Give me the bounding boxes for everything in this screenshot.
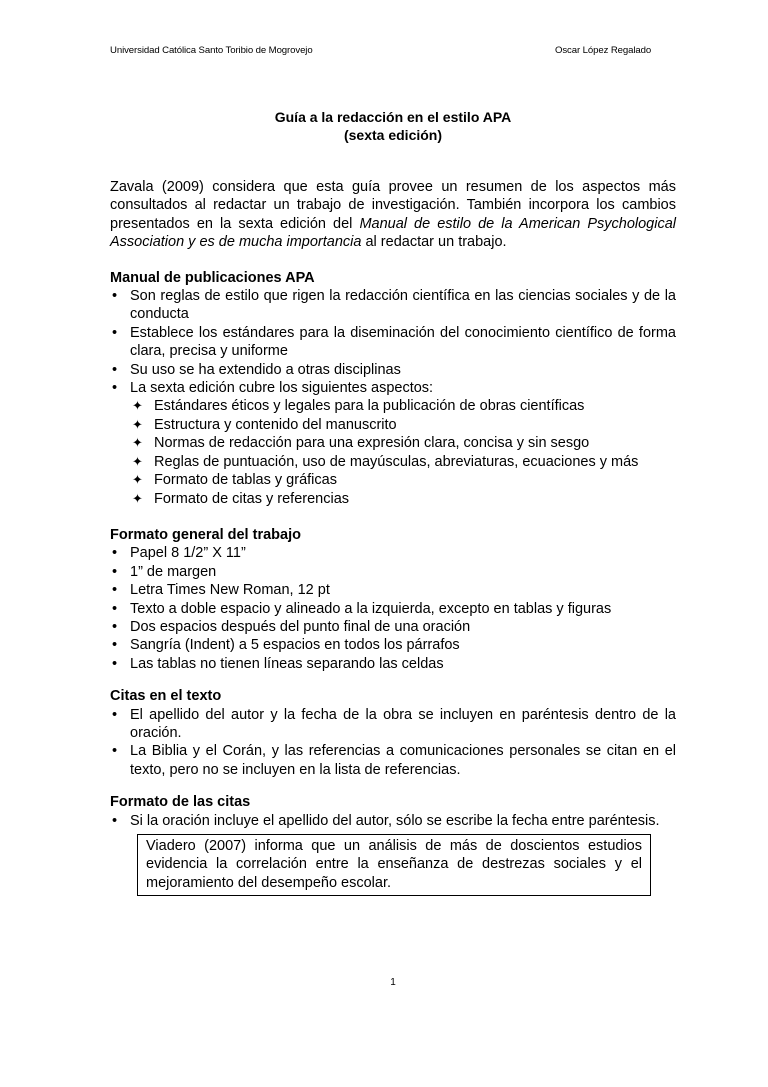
sublist-item: ✦ Estructura y contenido del manuscrito — [132, 416, 397, 433]
header-institution: Universidad Católica Santo Toribio de Mogrovejo — [110, 45, 313, 56]
list-item: • Son reglas de estilo que rigen la redacción científica en las ciencias sociales y de la conducta — [110, 287, 676, 324]
citas-list — [110, 706, 676, 780]
sublist-item: ✦ Estándares éticos y legales para la publicación de obras científicas — [132, 398, 585, 415]
intro-italic: Manual de estilo de la American Psychological Association y es de mucha importancia — [110, 215, 676, 251]
list-item: • Letra Times New Roman, 12 pt — [110, 581, 676, 599]
star-bullet-icon: ✦ — [132, 416, 143, 432]
list-item: • La Biblia y el Corán, y las referencias a comunicaciones personales se citan en el texto, pero no se incluyen en la lista de referencias. — [110, 742, 676, 779]
list-item: • Dos espacios después del punto final de una oración — [110, 618, 676, 636]
sublist-item: ✦ Reglas de puntuación, uso de mayúsculas, abreviaturas, ecuaciones y más — [132, 453, 639, 470]
page-number: 1 — [390, 977, 396, 988]
formato-list — [110, 544, 676, 673]
aspects-sublist — [130, 397, 676, 507]
list-item — [110, 379, 676, 508]
section-heading-formato-citas: Formato de las citas — [110, 794, 251, 811]
list-item: • Papel 8 1/2” X 11” — [110, 544, 676, 562]
star-bullet-icon: ✦ — [132, 398, 143, 414]
list-item-text: La sexta edición cubre los siguientes aspectos: — [130, 380, 434, 397]
list-item: • Texto a doble espacio y alineado a la izquierda, excepto en tablas y figuras — [110, 600, 676, 618]
list-item: • Sangría (Indent) a 5 espacios en todos los párrafos — [110, 636, 676, 654]
list-item: • Si la oración incluye el apellido del autor, sólo se escribe la fecha entre paréntesis. — [110, 812, 676, 830]
intro-text-1: Zavala (2009) considera que esta guía provee un resumen de los aspectos más consultados al redactar un trabajo de investigación. También incorpora los cambios presentados en la sexta edición del — [110, 179, 676, 232]
section-heading-citas: Citas en el texto — [110, 688, 222, 705]
star-bullet-icon: ✦ — [132, 472, 143, 488]
star-bullet-icon: ✦ — [132, 435, 143, 451]
star-bullet-icon: ✦ — [132, 453, 143, 469]
section-heading-formato: Formato general del trabajo — [110, 526, 301, 543]
example-quote-box: Viadero (2007) informa que un análisis de más de doscientos estudios evidencia la correlación entre la enseñanza de destrezas sociales y el mejoramiento del desempeño escolar. — [137, 834, 651, 896]
list-item: • El apellido del autor y la fecha de la obra se incluyen en paréntesis dentro de la oración. — [110, 706, 676, 743]
star-bullet-icon: ✦ — [132, 490, 143, 506]
list-item: • Las tablas no tienen líneas separando las celdas — [110, 655, 676, 673]
sublist-item: ✦ Formato de tablas y gráficas — [132, 472, 337, 489]
formato-citas-list — [110, 812, 676, 830]
list-item: • Establece los estándares para la diseminación del conocimiento científico de forma clara, precisa y uniforme — [110, 324, 676, 361]
manual-list — [110, 287, 676, 508]
section-heading-manual: Manual de publicaciones APA — [110, 269, 315, 286]
sublist-item: ✦ Formato de citas y referencias — [132, 490, 350, 507]
title-line-1: Guía a la redacción en el estilo APA — [274, 109, 512, 125]
intro-text-2: al redactar un trabajo. — [361, 234, 507, 251]
header-author: Oscar López Regalado — [555, 45, 652, 56]
title-line-2: (sexta edición) — [343, 127, 443, 143]
list-item: • 1” de margen — [110, 563, 676, 581]
list-item: • Su uso se ha extendido a otras disciplinas — [110, 361, 676, 379]
intro-paragraph — [110, 178, 676, 252]
document-title — [110, 108, 676, 144]
sublist-item: ✦ Normas de redacción para una expresión clara, concisa y sin sesgo — [132, 435, 590, 452]
document-body — [110, 178, 676, 896]
